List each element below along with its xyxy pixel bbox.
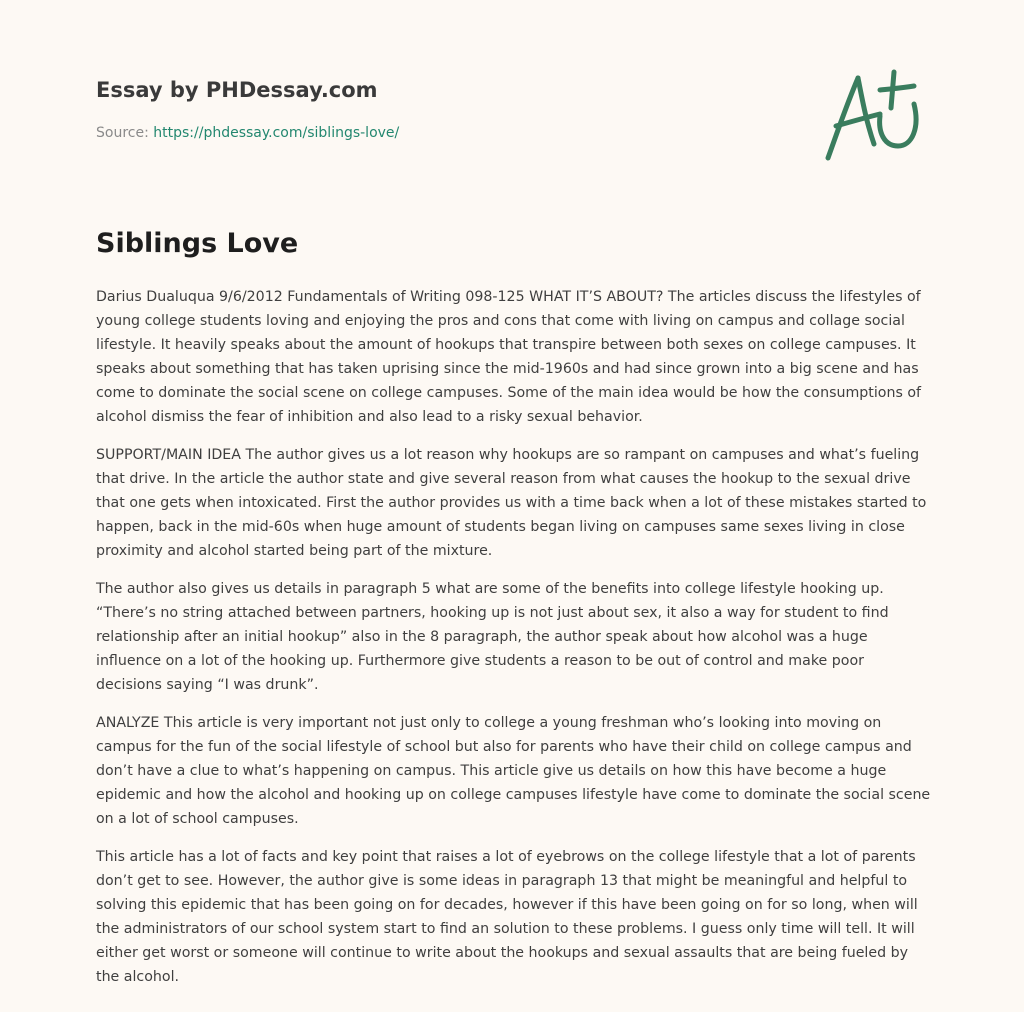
- source-link[interactable]: https://phdessay.com/siblings-love/: [153, 125, 400, 141]
- source-label: Source:: [96, 125, 149, 141]
- a-plus-logo-icon: [818, 66, 930, 166]
- paragraph: This article has a lot of facts and key point that raises a lot of eyebrows on the college lifestyle that a lot of parents don’t get to see. However, the author give is some ideas in paragraph 13 that might be meaningful and helpful to solving this epidemic that has been going on for decades, however if this have been going on for so long, when will the administrators of our school system start to find an solution to these problems. I guess only time will tell. It will either get worst or someone will continue to write about the hookups and sexual assaults that are being fueled by the alcohol.: [96, 849, 918, 985]
- document-title: Siblings Love: [96, 228, 299, 259]
- document-body: [96, 285, 934, 1003]
- site-header: [96, 76, 399, 143]
- paragraph: ANALYZE This article is very important not just only to college a young freshman who’s looking into moving on campus for the fun of the social lifestyle of school but also for parents who have their child on college campus and don’t have a clue to what’s happening on campus. This article give us details on how this have become a huge epidemic and how the alcohol and hooking up on college campuses lifestyle have come to dominate the social scene on a lot of school campuses.: [96, 715, 931, 827]
- paragraph: SUPPORT/MAIN IDEA The author gives us a lot reason why hookups are so rampant on campuses and what’s fueling that drive. In the article the author state and give several reason from what causes the hookup to the sexual drive that one gets when intoxicated. First the author provides us with a time back when a lot of these mistakes started to happen, back in the mid-60s when huge amount of students began living on campuses same sexes living in close proximity and alcohol started being part of the mixture.: [96, 447, 927, 559]
- source-line: [96, 123, 399, 143]
- site-title: Essay by PHDessay.com: [96, 78, 378, 102]
- paragraph: The author also gives us details in paragraph 5 what are some of the benefits into college lifestyle hooking up. “There’s no string attached between partners, hooking up is not just about sex, it also a way for student to find relationship after an initial hookup” also in the 8 paragraph, the author speak about how alcohol was a huge influence on a lot of the hooking up. Furthermore give students a reason to be out of control and make poor decisions saying “I was drunk”.: [96, 581, 889, 693]
- paragraph: Darius Dualuqua 9/6/2012 Fundamentals of Writing 098-125 WHAT IT’S ABOUT? The articles discuss the lifestyles of young college students loving and enjoying the pros and cons that come with living on campus and collage social lifestyle. It heavily speaks about the amount of hookups that transpire between both sexes on college campuses. It speaks about something that has taken uprising since the mid-1960s and had since grown into a big scene and has come to dominate the social scene on college campuses. Some of the main idea would be how the consumptions of alcohol dismiss the fear of inhibition and also lead to a risky sexual behavior.: [96, 289, 922, 425]
